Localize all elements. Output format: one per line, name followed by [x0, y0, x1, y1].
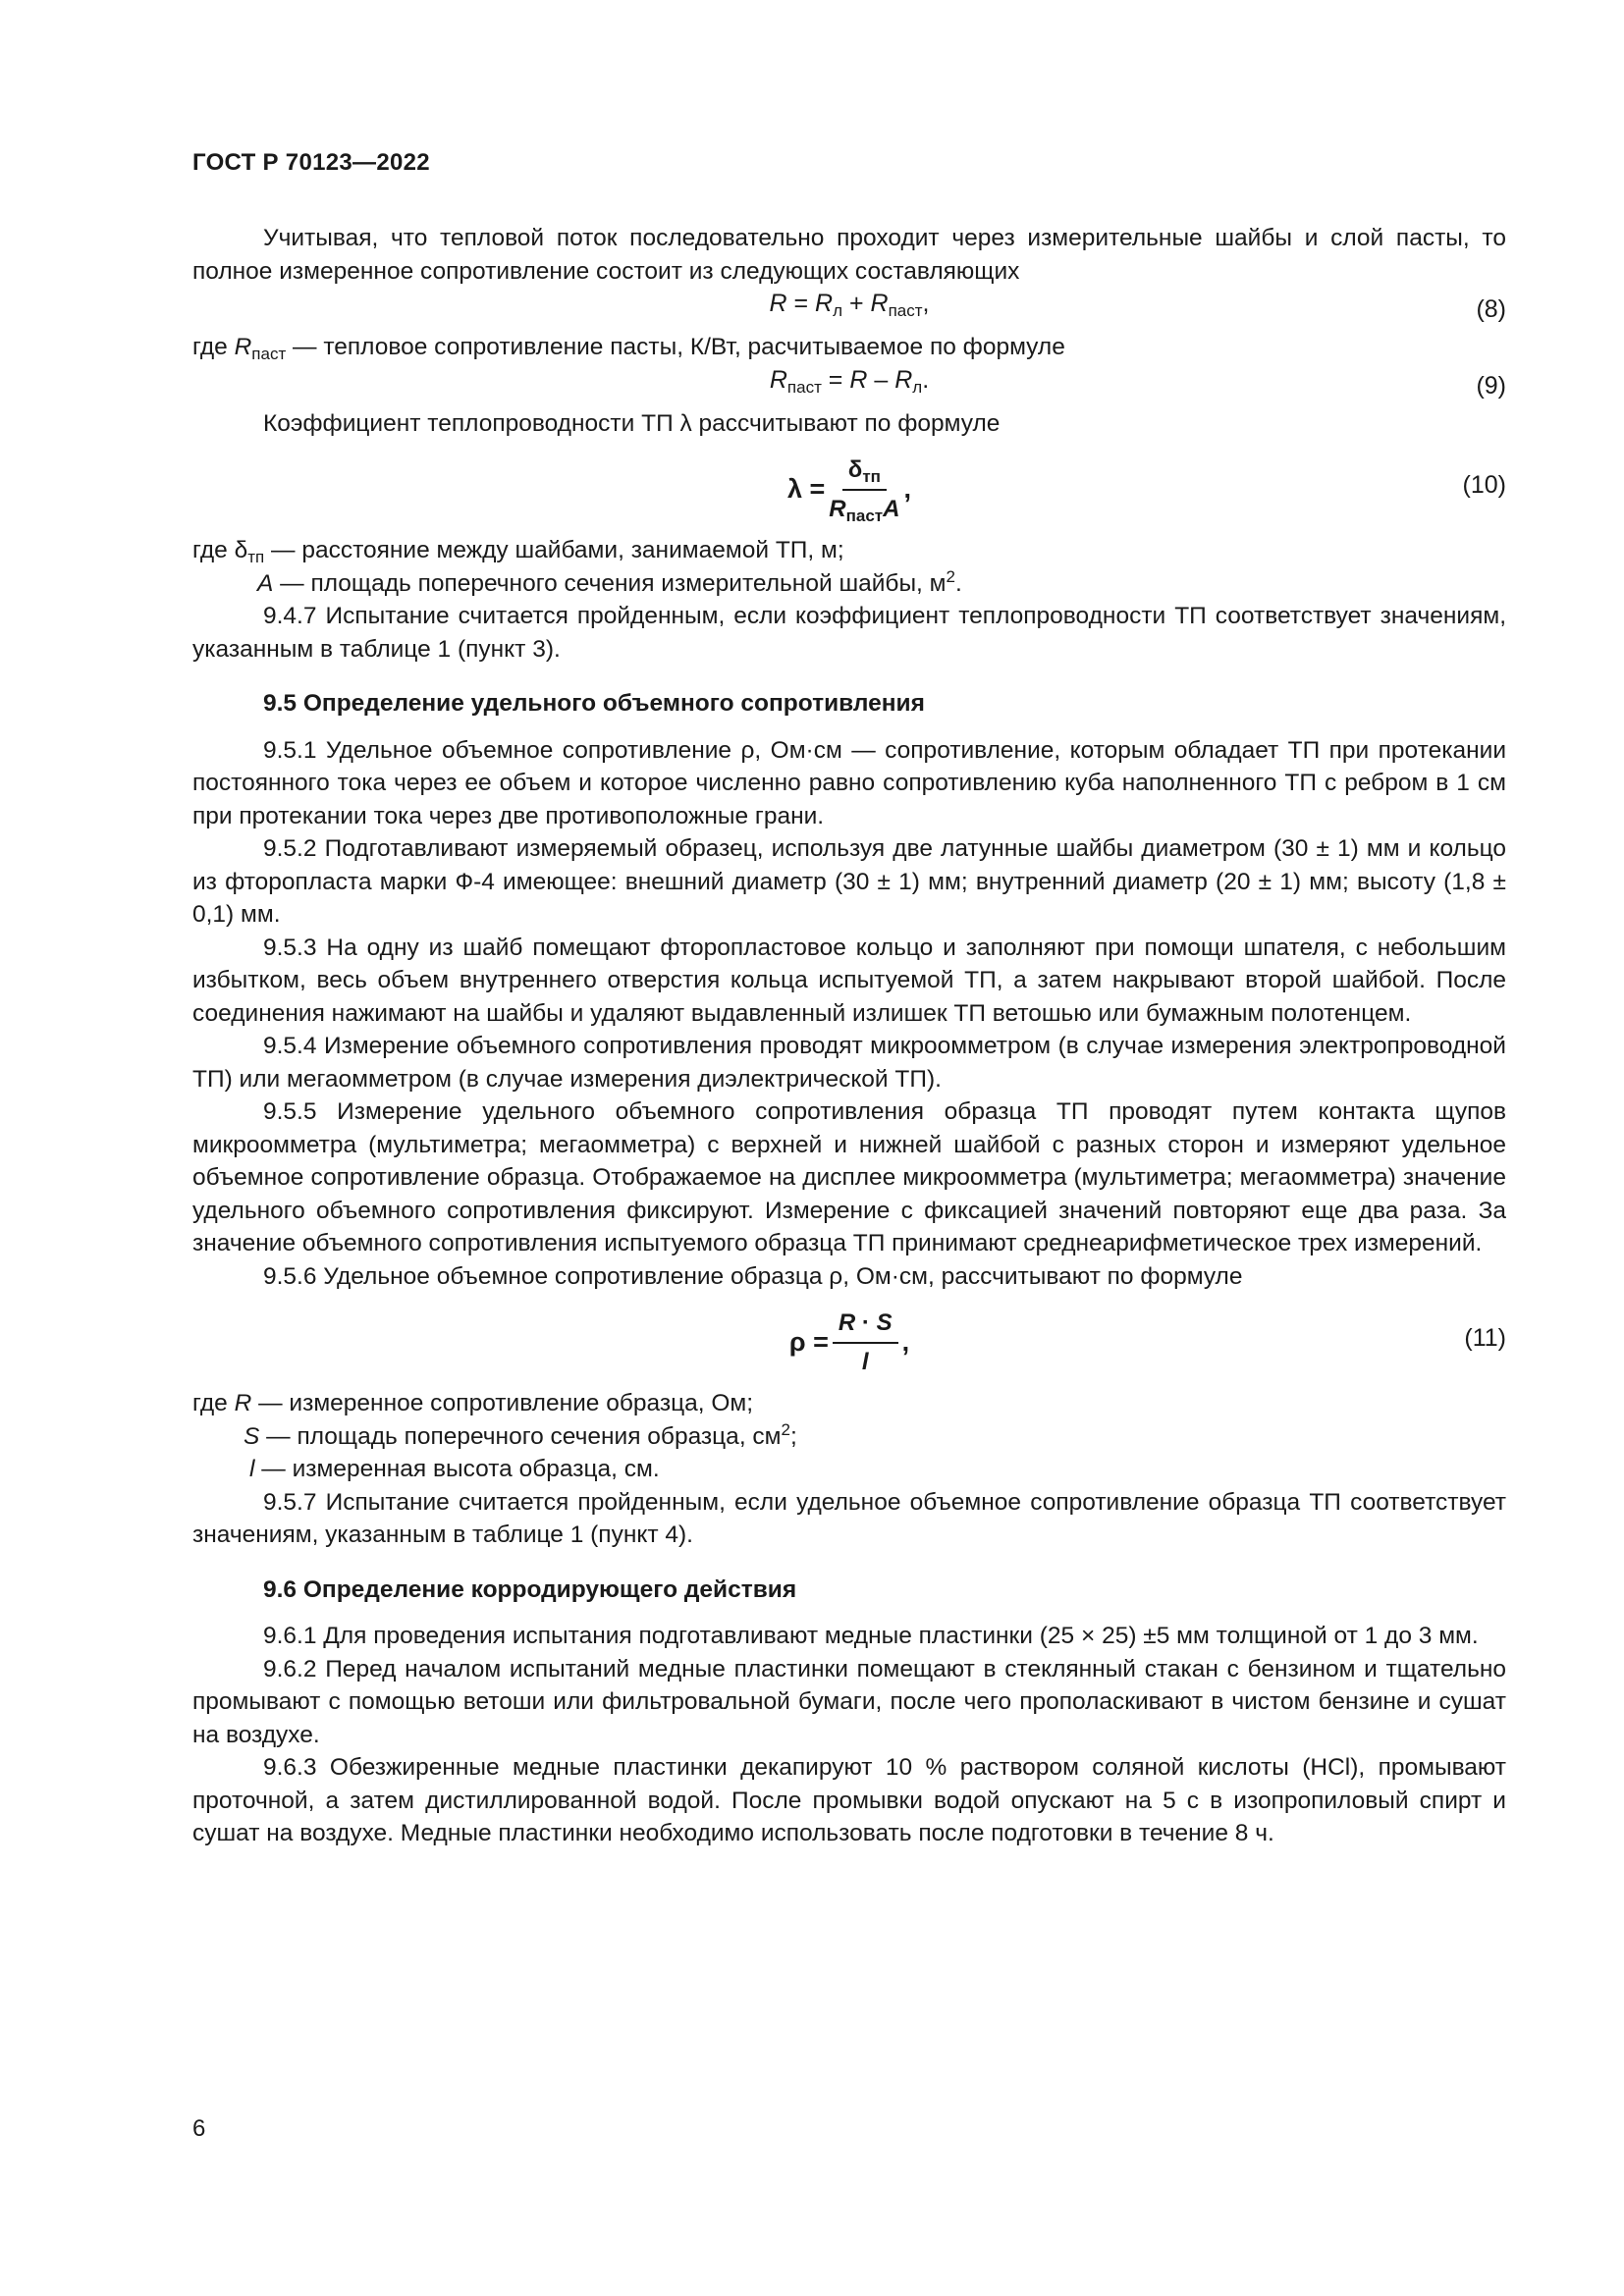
paragraph: 9.6.3 Обезжиренные медные пластинки декапируют 10 % раствором соляной кислоты (HCl), промывают проточной, а затем дистиллированной водой. После промывки водой опускают на 5 с в изопропиловый спирт и сушат на воздухе. Медные пластинки необходимо использовать после подготовки в течение 8 ч.: [192, 1754, 1506, 1846]
paragraph: Коэффициент теплопроводности ТП λ рассчитывают по формуле: [263, 409, 1001, 437]
page-number: 6: [192, 2115, 206, 2142]
document-body: [192, 222, 1506, 1850]
formula-legend: [192, 1387, 1506, 1486]
formula-expression: λ = $\frac{\delta_{тп}}{R_{паст}A}$ ,: [787, 454, 911, 525]
paragraph: 9.5.5 Измерение удельного объемного сопротивления образца ТП проводят путем контакта щупов микроомметра (мультиметра; мегаомметра) с верхней и нижней шайбой с разных сторон и измеряют удельное объемное сопротивление образца. Отображаемое на дисплее микроомметра (мультиметра; мегаомметра) значение удельного объемного сопротивления фиксируют. Измерение с фиксацией значений повторяют еще два раза. За значение объемного сопротивления испытуемого образца ТП принимают среднеарифметическое трех измерений.: [192, 1098, 1506, 1256]
paragraph: 9.6.2 Перед началом испытаний медные пластинки помещают в стеклянный стакан с бензином и тщательно промывают с помощью ветоши или фильтровальной бумаги, после чего прополаскивают в чистом бензине и сушат на воздухе.: [192, 1655, 1506, 1748]
legend-row: l — измеренная высота образца, см.: [249, 1456, 660, 1482]
formula-legend: [192, 534, 1506, 600]
formula-expression: $R_{паст} = R - R_л$.: [769, 365, 930, 397]
formula-number: (11): [1464, 1324, 1506, 1352]
paragraph: 9.5.1 Удельное объемное сопротивление ρ, Ом·см — сопротивление, которым обладает ТП при протекании постоянного тока через ее объем и которое численно равно сопротивлению куба наполненного ТП с ребром в 1 см при протекании тока через две противоположные грани.: [192, 736, 1506, 829]
formula-9: [192, 364, 1506, 407]
paragraph: где $R_{паст}$ — тепловое сопротивление пасты, К/Вт, расчитываемое по формуле: [192, 334, 1065, 363]
paragraph: 9.6.1 Для проведения испытания подготавливают медные пластинки (25 × 25) ±5 мм толщиной от 1 до 3 мм.: [263, 1623, 1479, 1649]
formula-11: [192, 1293, 1506, 1387]
paragraph: Учитывая, что тепловой поток последовательно проходит через измерительные шайбы и слой пасты, то полное измеренное сопротивление состоит из следующих составляющих: [192, 225, 1506, 285]
formula-number: (10): [1462, 471, 1506, 499]
section-heading: 9.5 Определение удельного объемного сопротивления: [263, 690, 925, 717]
section-heading: 9.6 Определение корродирующего действия: [263, 1575, 797, 1603]
legend-row: S — площадь поперечного сечения образца, $см^2$;: [244, 1419, 797, 1450]
paragraph: 9.5.2 Подготавливают измеряемый образец, используя две латунные шайбы диаметром (30 ± 1) мм и кольцо из фторопласта марки Ф-4 имеющее: внешний диаметр (30 ± 1) мм; внутренний диаметр (20 ± 1) мм; высоту (1,8 ± 0,1) мм.: [192, 835, 1506, 928]
paragraph: 9.5.7 Испытание считается пройденным, если удельное объемное сопротивление образца ТП соответствует значениям, указанным в таблице 1 (пункт 4).: [192, 1488, 1506, 1548]
formula-expression: $R = R_л + R_{паст}$,: [769, 290, 930, 320]
paragraph: 9.4.7 Испытание считается пройденным, если коэффициент теплопроводности ТП соответствует значениям, указанным в таблице 1 (пункт 3).: [192, 603, 1506, 663]
legend-row: где R — измеренное сопротивление образца, Ом;: [192, 1390, 754, 1416]
document-header: ГОСТ Р 70123—2022: [192, 149, 430, 176]
formula-10: [192, 440, 1506, 534]
formula-number: (8): [1476, 295, 1506, 323]
formula-8: [192, 288, 1506, 331]
formula-expression: ρ = $\frac{R \cdot S}{l}$ ,: [789, 1307, 909, 1378]
paragraph: 9.5.6 Удельное объемное сопротивление образца ρ, Ом·см, рассчитывают по формуле: [263, 1262, 1243, 1290]
formula-number: (9): [1476, 371, 1506, 400]
paragraph: 9.5.3 На одну из шайб помещают фторопластовое кольцо и заполняют при помощи шпателя, с небольшим избытком, весь объем внутреннего отверстия кольца испытуемой ТП, а затем накрывают второй шайбой. После соединения нажимают на шайбы и удаляют выдавленный излишек ТП ветошью или бумажным полотенцем.: [192, 934, 1506, 1027]
legend-row: A — площадь поперечного сечения измерительной шайбы, $м^2$.: [257, 566, 962, 597]
legend-row: где $\delta_{тп}$ — расстояние между шайбами, занимаемой ТП, м;: [192, 537, 844, 566]
paragraph: 9.5.4 Измерение объемного сопротивления проводят микроомметром (в случае измерения электропроводной ТП) или мегаомметром (в случае измерения диэлектрической ТП).: [192, 1033, 1506, 1093]
